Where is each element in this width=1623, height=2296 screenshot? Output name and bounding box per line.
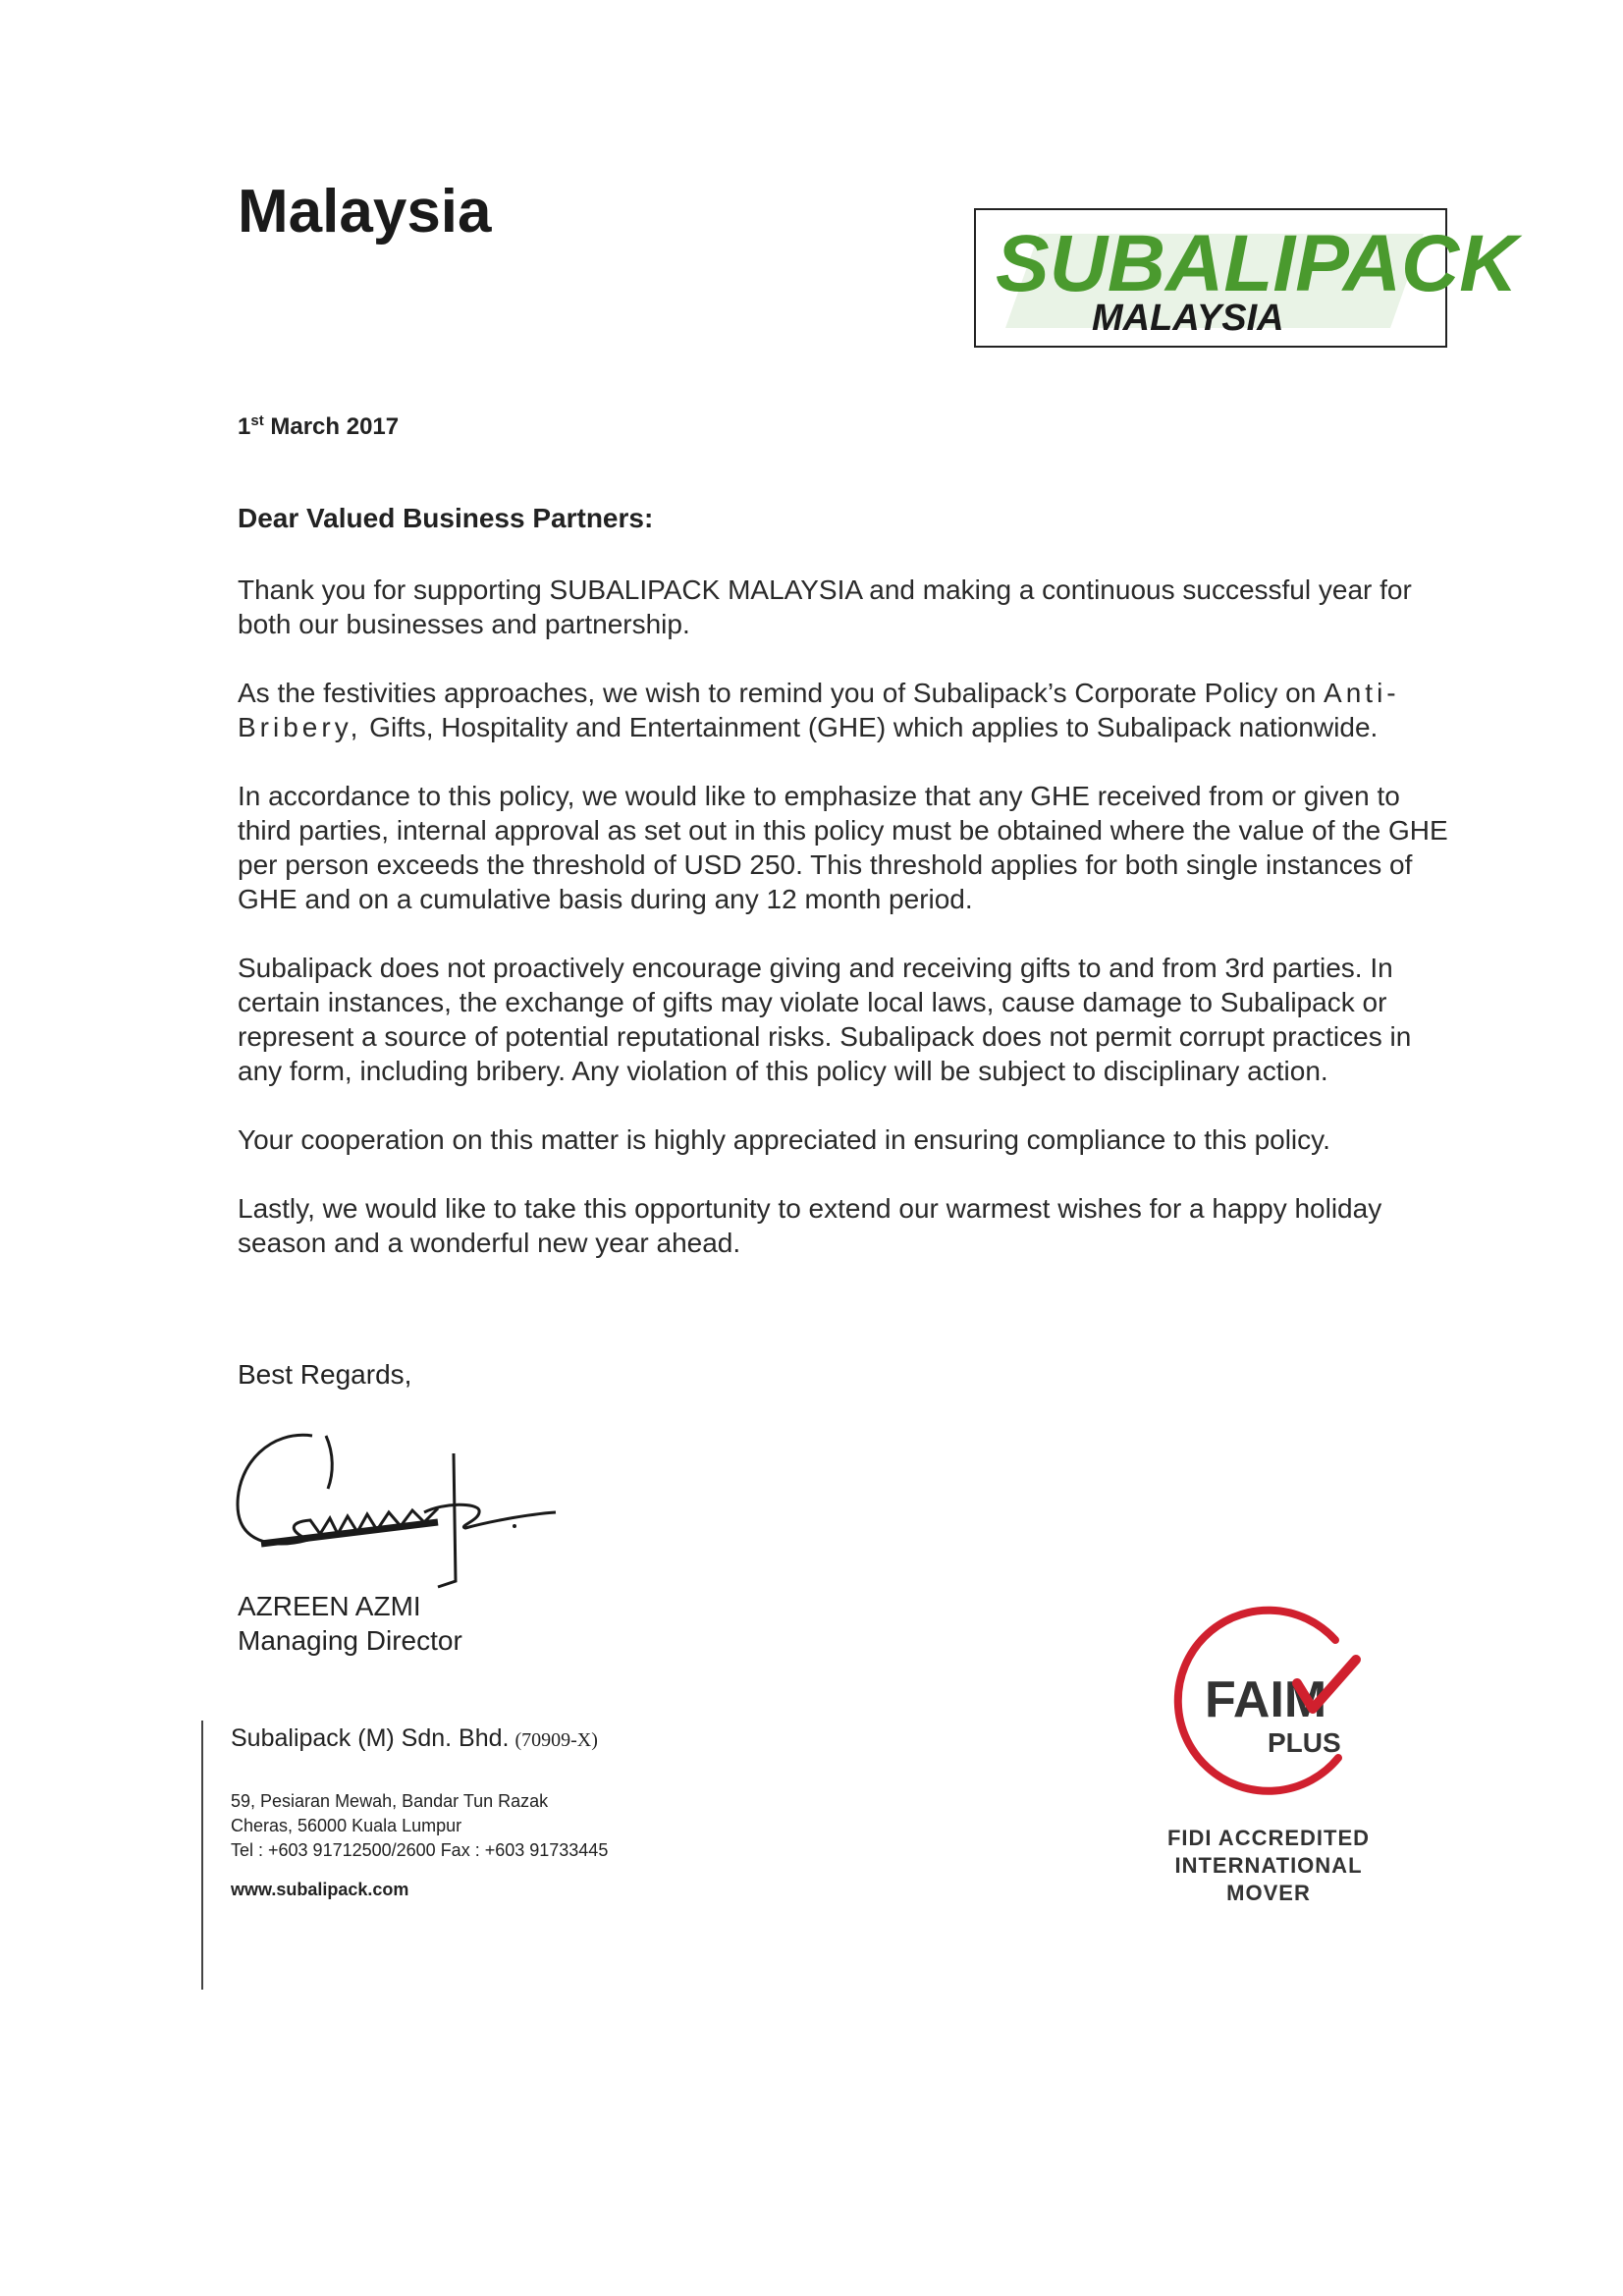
paragraph-4: Subalipack does not proactively encourage giving and receiving gifts to and from 3rd parties. In certain instances, the exchange of gifts may violate local laws, cause damage to Subalipack or represent a source of potential reputational risks. Subalipack does not permit corrupt practices in any form, including bribery. Any violation of this policy will be subject to disciplinary action. — [238, 953, 1412, 1086]
faim-plus-logo — [1163, 1603, 1370, 1814]
signer-name: AZREEN AZMI — [238, 1591, 421, 1621]
letter-date — [238, 412, 399, 441]
paragraph-1: Thank you for supporting SUBALIPACK MALAYSIA and making a continuous successful year for both our businesses and partnership. — [238, 574, 1412, 639]
company-name: Subalipack (M) Sdn. Bhd. — [231, 1724, 510, 1752]
salutation: Dear Valued Business Partners: — [238, 503, 654, 533]
signature-graphic — [232, 1424, 566, 1601]
paragraph-6: Lastly, we would like to take this opportunity to extend our warmest wishes for a happy holiday season and a wonderful new year ahead. — [238, 1193, 1382, 1258]
faim-plus-word: PLUS — [1268, 1727, 1341, 1758]
faim-plus-graphic — [1163, 1603, 1370, 1809]
footer-divider — [201, 1721, 203, 1990]
subalipack-logo-graphic — [976, 210, 1518, 346]
paragraph-2-anti-bribery: Anti-Bribery, — [238, 678, 1400, 742]
handwritten-signature — [232, 1424, 566, 1606]
address-line-1: 59, Pesiaran Mewah, Bandar Tun Razak — [231, 1791, 549, 1811]
signer-block — [238, 1589, 462, 1658]
faim-word: FAIM — [1205, 1671, 1327, 1728]
fidi-accreditation-caption — [1131, 1825, 1406, 1907]
company-address — [231, 1789, 608, 1863]
date-day: 1 — [238, 413, 251, 440]
address-line-2: Cheras, 56000 Kuala Lumpur — [231, 1816, 462, 1835]
subalipack-logo — [974, 208, 1518, 348]
country-title: Malaysia — [238, 178, 492, 246]
paragraph-5: Your cooperation on this matter is highly appreciated in ensuring compliance to this policy. — [238, 1124, 1330, 1155]
date-suffix: st — [250, 412, 264, 429]
paragraph-2-part-c: Gifts, Hospitality and Entertainment (GHE) which applies to Subalipack nationwide. — [361, 712, 1379, 742]
date-month-year: March 2017 — [263, 413, 400, 440]
signer-title: Managing Director — [238, 1625, 462, 1656]
company-website[interactable]: www.subalipack.com — [231, 1880, 409, 1899]
company-reg-number: (70909-X) — [514, 1729, 598, 1751]
paragraph-2 — [238, 676, 1455, 744]
fidi-line-3: MOVER — [1226, 1881, 1311, 1905]
fidi-line-1: FIDI ACCREDITED — [1166, 1826, 1371, 1850]
closing: Best Regards, — [238, 1359, 412, 1390]
logo-brand-text: SUBALIPACK — [996, 219, 1518, 308]
logo-subtitle-text: MALAYSIA — [1092, 298, 1284, 339]
phone-fax-line: Tel : +603 91712500/2600 Fax : +603 91733445 — [231, 1840, 609, 1860]
fidi-line-2: INTERNATIONAL — [1174, 1853, 1363, 1878]
letter-body — [238, 573, 1455, 1294]
company-name-line — [231, 1724, 598, 1753]
paragraph-3: In accordance to this policy, we would like to emphasize that any GHE received from or given to third parties, internal approval as set out in this policy must be obtained where the value of the GHE per person exceeds the threshold of USD 250. This threshold applies for both single instances of GHE and on a cumulative basis during any 12 month period. — [238, 781, 1448, 914]
paragraph-2-part-a: As the festivities approaches, we wish to remind you of Subalipack’s Corporate Policy on — [238, 678, 1325, 708]
